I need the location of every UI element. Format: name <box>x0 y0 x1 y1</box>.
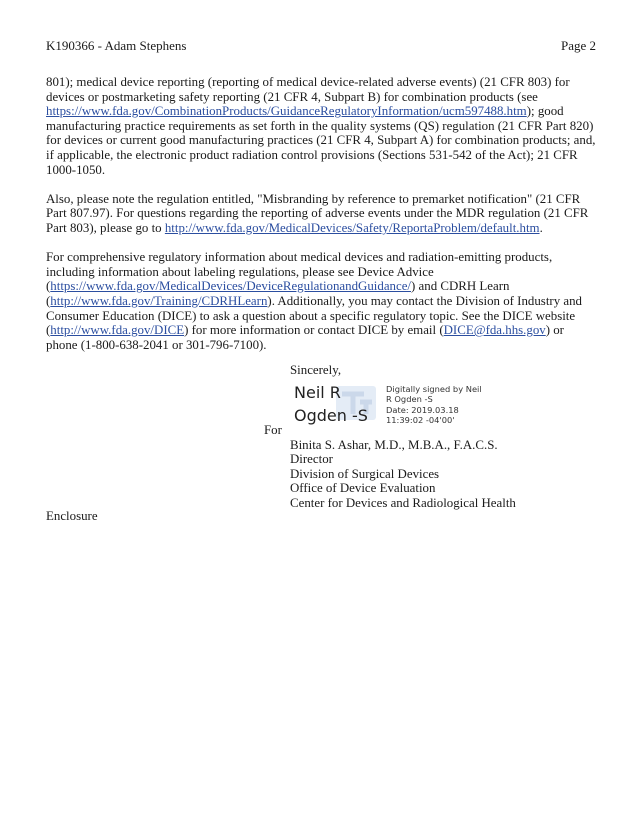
header-reference: K190366 - Adam Stephens <box>46 38 187 53</box>
paragraph-text: ) or phone (1-800-638-2041 or 301-796-7100). <box>46 323 564 352</box>
paragraph-misbranding <box>46 192 598 236</box>
dice-website-link[interactable]: http://www.fda.gov/DICE <box>50 323 185 338</box>
paragraph-regulations <box>46 75 598 177</box>
paragraph-text: ); good manufacturing practice requirements as set forth in the quality systems (QS) regulation (21 CFR Part 820) for devices or current good manufacturing practices (21 CFR 4, Subpart A) for combination products; and, if applicable, the electronic product radiation control provisions (Sections 531-542 of the Act); 21 CFR 1000-1050. <box>46 104 596 177</box>
signatory-division: Division of Surgical Devices <box>290 466 440 481</box>
signatory-name: Binita S. Ashar, M.D., M.B.A., F.A.C.S. <box>290 437 498 452</box>
for-label: For <box>264 423 282 437</box>
paragraph-text: ). Additionally, you may contact the Division of Industry and Consumer Education (DICE) to ask a question about a specific regulatory topic. See the DICE website ( <box>46 293 582 338</box>
digital-signature-details <box>386 384 482 426</box>
paragraph-text: . <box>539 220 543 235</box>
signature-detail-line: 11:39:02 -04'00' <box>386 415 455 426</box>
paragraph-regulatory-info <box>46 250 598 352</box>
signature-detail-line: Date: 2019.03.18 <box>386 404 459 415</box>
signature-detail-line: R Ogden -S <box>386 394 433 405</box>
combination-products-link[interactable]: https://www.fda.gov/CombinationProducts/GuidanceRegulatoryInformation/ucm597488.htm <box>46 104 527 119</box>
paragraph-text: ) and CDRH Learn ( <box>46 279 510 308</box>
signatory-office: Office of Device Evaluation <box>290 481 436 496</box>
signer-name-line2: Ogden -S <box>294 405 368 425</box>
signer-name-line1: Neil R <box>294 382 341 402</box>
page-number: Page 2 <box>560 38 596 53</box>
enclosure-label: Enclosure <box>46 509 98 523</box>
paragraph-text: For comprehensive regulatory information about medical devices and radiation-emitting products, including information about labeling regulations, please see Device Advice ( <box>46 250 553 294</box>
signature-detail-line: Digitally signed by Neil <box>386 383 482 394</box>
device-advice-link[interactable]: https://www.fda.gov/MedicalDevices/DeviceRegulationandGuidance/ <box>50 279 412 294</box>
page-header <box>46 37 596 55</box>
paragraph-text: Also, please note the regulation entitled, "Misbranding by reference to premarket notification" (21 CFR Part 807.97). For questions regarding the reporting of adverse events under the MDR regulation (21 CFR Part 803), please go to <box>46 191 589 235</box>
cdrh-learn-link[interactable]: http://www.fda.gov/Training/CDRHLearn <box>50 293 268 308</box>
paragraph-text: 801); medical device reporting (reporting of medical device-related adverse events) (21 CFR 803) for devices or postmarketing safety reporting (21 CFR 4, Subpart B) for combination products (see <box>46 75 570 104</box>
letter-body <box>46 75 598 367</box>
signatory-center: Center for Devices and Radiological Health <box>290 495 516 510</box>
closing: Sincerely, <box>290 363 342 377</box>
paragraph-text: ) for more information or contact DICE by email ( <box>184 323 444 338</box>
report-a-problem-link[interactable]: http://www.fda.gov/MedicalDevices/Safety/ReportaProblem/default.htm <box>164 220 540 235</box>
signatory-title: Director <box>290 452 333 467</box>
dice-email-link[interactable]: DICE@fda.hhs.gov <box>443 323 546 338</box>
digital-signature <box>290 380 610 438</box>
signature-block <box>290 363 610 511</box>
